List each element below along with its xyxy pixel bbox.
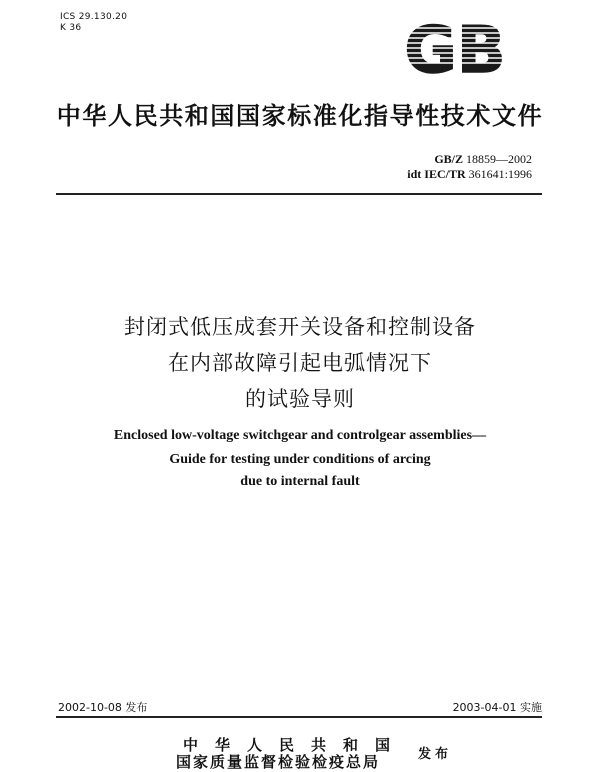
top-divider bbox=[56, 193, 542, 195]
standard-number-block bbox=[407, 152, 532, 182]
publish-label: 发布 bbox=[418, 747, 453, 762]
implement-date: 2003-04-01 实施 bbox=[452, 701, 542, 714]
title-cn-line2: 在内部故障引起电弧情况下 bbox=[168, 351, 432, 375]
bottom-divider bbox=[56, 716, 542, 718]
classification-codes bbox=[60, 12, 127, 34]
ccs-code: K 36 bbox=[60, 23, 82, 33]
logo-text: GB bbox=[404, 14, 506, 80]
title-cn-line1: 封闭式低压成套开关设备和控制设备 bbox=[124, 315, 476, 339]
issuer-country: 中华人民共和国 bbox=[182, 736, 407, 754]
equivalent-prefix: idt IEC/TR bbox=[407, 167, 466, 181]
title-en-line1: Enclosed low-voltage switchgear and controlgear assemblies— bbox=[113, 428, 487, 443]
document-type-heading: 中华人民共和国国家标准化指导性技术文件 bbox=[56, 102, 544, 130]
equivalent-code: 361641:1996 bbox=[468, 167, 532, 181]
equivalent-standard bbox=[407, 167, 532, 182]
standard-number bbox=[407, 152, 532, 167]
issuer-agency: 国家质量监督检验检疫总局 bbox=[175, 753, 380, 771]
standard-code: 18859—2002 bbox=[466, 152, 532, 166]
standard-prefix: GB/Z bbox=[434, 152, 463, 166]
issue-date: 2002-10-08 发布 bbox=[58, 701, 148, 714]
ics-code: ICS 29.130.20 bbox=[60, 12, 128, 22]
gb-logo bbox=[392, 14, 518, 80]
title-en-line3: due to internal fault bbox=[240, 474, 360, 489]
title-en-line2: Guide for testing under conditions of arcing bbox=[169, 452, 431, 467]
title-cn-line3: 的试验导则 bbox=[245, 387, 355, 411]
